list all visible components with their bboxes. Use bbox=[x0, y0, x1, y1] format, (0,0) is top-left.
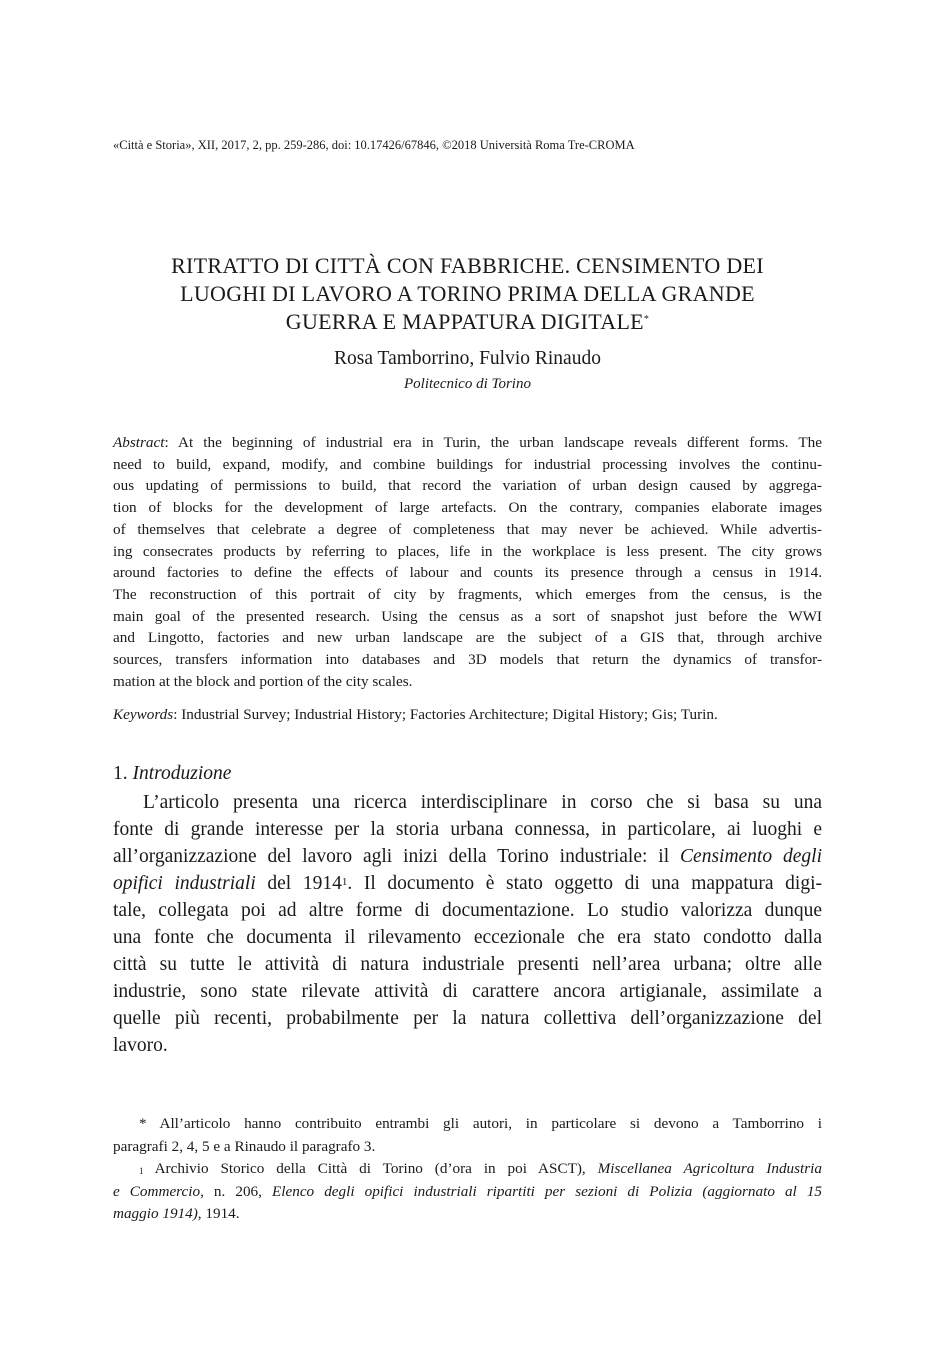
abstract-line: ing consecrates products by referring to places, life in the workplace is less present. The city grows bbox=[113, 542, 822, 560]
section-heading bbox=[113, 763, 231, 785]
abstract-line: and Lingotto, factories and new urban landscape are the subject of a GIS that, through archive bbox=[113, 629, 822, 647]
body-line: tale, collegata poi ad altre forme di documentazione. Lo studio valorizza dunque bbox=[113, 900, 822, 921]
body-line: città su tutte le attività di natura industriale presenti nell’area urbana; oltre alle bbox=[113, 954, 822, 975]
abstract-line: of themselves that celebrate a degree of completeness that may never be achieved. While advertis- bbox=[113, 520, 822, 538]
footnote-star-line: * All’articolo hanno contribuito entrambi gli autori, in particolare si devono a Tamborrino i bbox=[139, 1115, 822, 1132]
source-title-italic: Censimento degli bbox=[680, 846, 822, 867]
keywords-text: : Industrial Survey; Industrial History; Factories Architecture; Digital History; Gis; Turin. bbox=[173, 706, 718, 723]
body-line-4-rest: . Il documento è stato oggetto di una mappatura digi- bbox=[347, 873, 823, 894]
keywords-label: Keywords bbox=[113, 706, 174, 723]
title-line-2: LUOGHI DI LAVORO A TORINO PRIMA DELLA GRANDE bbox=[180, 281, 755, 306]
body-line bbox=[113, 843, 822, 870]
title-line-1: RITRATTO DI CITTÀ CON FABBRICHE. CENSIMENTO DEI bbox=[171, 253, 764, 278]
body-line: industrie, sono state rilevate attività di carattere ancora artigianale, assimilate a bbox=[113, 981, 822, 1002]
title-footnote-mark: * bbox=[643, 314, 650, 325]
body-line: fonte di grande interesse per la storia urbana connessa, in particolare, ai luoghi e bbox=[113, 819, 822, 840]
footnote-1-italic: Miscellanea Agricoltura Industria bbox=[597, 1160, 822, 1177]
section-title: Introduzione bbox=[132, 763, 232, 784]
footnote-1-mark: 1 bbox=[139, 1166, 144, 1176]
abstract-line: tion of blocks for the development of large artefacts. On the contrary, companies elaborate images bbox=[113, 499, 822, 517]
footnote-1-line bbox=[113, 1158, 822, 1181]
abstract-label: Abstract bbox=[113, 434, 165, 451]
body-line: lavoro. bbox=[113, 1035, 168, 1056]
body-line bbox=[113, 870, 822, 897]
footnote-1-italic: Elenco degli opifici industriali ripartiti per sezioni di Polizia (aggiornato al 15 bbox=[271, 1182, 823, 1200]
footnote-1-italic: maggio 1914) bbox=[113, 1205, 198, 1222]
abstract-line: main goal of the presented research. Using the census as a sort of snapshot just before the WWI bbox=[113, 607, 822, 625]
abstract-first-line: : At the beginning of industrial era in Turin, the urban landscape reveals different forms. The bbox=[164, 434, 822, 451]
body-line: quelle più recenti, probabilmente per la natura collettiva dell’organizzazione del bbox=[113, 1008, 822, 1029]
authors: Rosa Tamborrino, Fulvio Rinaudo bbox=[334, 348, 601, 369]
abstract-line: The reconstruction of this portrait of city by fragments, which emerges from the census, is the bbox=[113, 585, 822, 603]
abstract-line: need to build, expand, modify, and combine buildings for industrial processing involves the continu- bbox=[113, 455, 822, 473]
section-number: 1. bbox=[113, 763, 128, 784]
footnotes bbox=[113, 1113, 822, 1226]
abstract-line: mation at the block and portion of the city scales. bbox=[113, 672, 413, 690]
keywords-line bbox=[113, 704, 822, 726]
abstract-line: sources, transfers information into databases and 3D models that return the dynamics of transfor- bbox=[113, 651, 822, 669]
article-title bbox=[113, 252, 822, 336]
footnote-1-text: Archivio Storico della Città di Torino (d’ora in poi ASCT), bbox=[143, 1160, 598, 1177]
keywords bbox=[113, 704, 822, 726]
body-line: L’articolo presenta una ricerca interdisciplinare in corso che si basa su una bbox=[143, 792, 822, 813]
footnote-1-line bbox=[113, 1203, 822, 1226]
abstract-line: around factories to define the effects of labour and counts its presence through a census in 1914. bbox=[113, 564, 822, 582]
body-line: una fonte che documenta il rilevamento eccezionale che era stato condotto dalla bbox=[113, 927, 822, 948]
body-line-4-text: del 1914 bbox=[255, 873, 342, 894]
footnote-1-text: , n. 206, bbox=[200, 1182, 272, 1200]
title-line-3-text: GUERRA E MAPPATURA DIGITALE bbox=[285, 309, 644, 334]
source-title-italic-cont: opifici industriali bbox=[113, 873, 256, 894]
body-line-3-text: all’organizzazione del lavoro agli inizi della Torino industriale: il bbox=[113, 846, 681, 867]
footnote-star-line: paragrafi 2, 4, 5 e a Rinaudo il paragrafo 3. bbox=[113, 1137, 376, 1155]
title-line-3 bbox=[113, 308, 822, 336]
abstract bbox=[113, 432, 822, 692]
footnote-1-line bbox=[113, 1181, 822, 1204]
abstract-line bbox=[113, 432, 822, 454]
footnote-1-italic: e Commercio bbox=[113, 1182, 201, 1200]
footnote-ref-1[interactable]: 1 bbox=[341, 876, 348, 888]
footnote-1-text: , 1914. bbox=[197, 1205, 240, 1222]
introduction-body bbox=[113, 789, 822, 1059]
journal-citation-header: «Città e Storia», XII, 2017, 2, pp. 259-286, doi: 10.17426/67846, ©2018 Università Roma Tre-CROMA bbox=[113, 138, 635, 152]
affiliation: Politecnico di Torino bbox=[404, 376, 531, 392]
abstract-line: ous updating of permissions to build, that record the variation of urban design caused by aggrega- bbox=[113, 477, 822, 495]
